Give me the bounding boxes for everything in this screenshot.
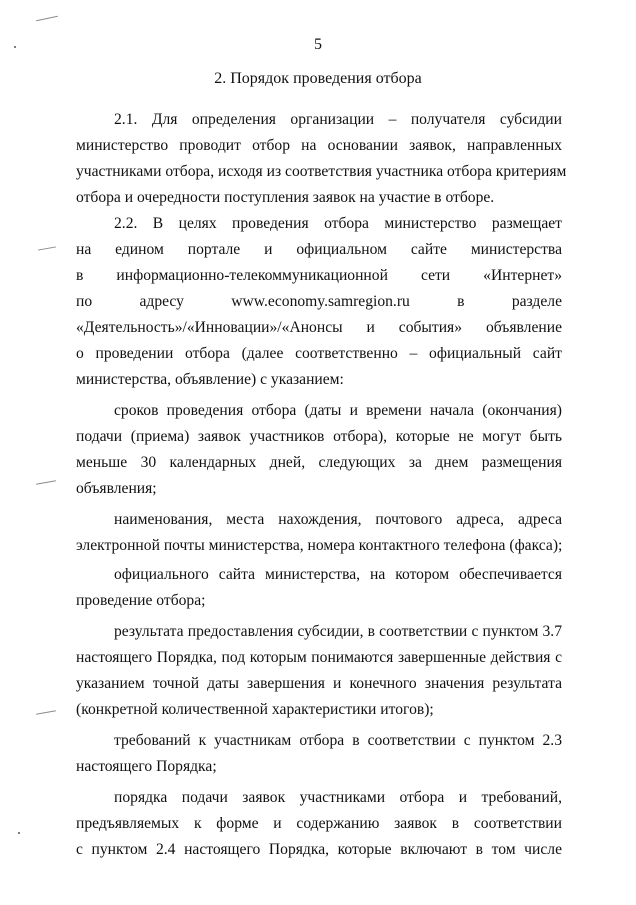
paragraph-line: результата предоставления субсидии, в соответствии с пунктом 3.7 (114, 623, 562, 640)
paragraph-line: порядка подачи заявок участниками отбора и требований, (114, 789, 562, 806)
paragraph-line: «Деятельность»/«Инновации»/«Анонсы и события» объявление (76, 319, 562, 336)
scan-mark (38, 246, 56, 250)
paragraph-line: подачи (приема) заявок участников отбора), которые не могут быть (76, 428, 562, 445)
section-title: 2. Порядок проведения отбора (214, 70, 422, 87)
scan-mark (36, 480, 56, 484)
paragraph-line: по адресу www.economy.samregion.ru в разделе (76, 293, 562, 310)
paragraph-line: министерства, объявление) с указанием: (76, 371, 344, 388)
paragraph-line: 2.1. Для определения организации – получателя субсидии (114, 111, 562, 128)
scan-mark (36, 16, 58, 22)
paragraph-line: с пунктом 2.4 настоящего Порядка, которые включают в том числе (76, 841, 562, 858)
paragraph-line: официального сайта министерства, на котором обеспечивается (114, 566, 562, 583)
scan-mark (36, 710, 56, 714)
paragraph-line: (конкретной количественной характеристики итогов); (76, 701, 434, 718)
paragraph-line: министерство проводит отбор на основании заявок, направленных (76, 137, 562, 154)
paragraph-line: указанием точной даты завершения и конечного значения результата (76, 675, 562, 692)
document-body (76, 107, 567, 863)
paragraph-line: в информационно-телекоммуникационной сети «Интернет» (76, 267, 562, 284)
paragraph-line: проведение отбора; (76, 592, 206, 609)
paragraph-line: 2.2. В целях проведения отбора министерство размещает (114, 215, 562, 232)
paragraph-line: электронной почты министерства, номера контактного телефона (факса); (76, 537, 563, 554)
paragraph-line: участниками отбора, исходя из соответствия участника отбора критериям (76, 163, 567, 180)
paragraph-line: требований к участникам отбора в соответствии с пунктом 2.3 (114, 732, 562, 749)
paragraph-line: сроков проведения отбора (даты и времени начала (окончания) (114, 402, 562, 419)
paragraph-line: настоящего Порядка, под которым понимаются завершенные действия с (76, 649, 562, 666)
paragraph-line: предъявляемых к форме и содержанию заявок в соответствии (76, 815, 562, 832)
paragraph-line: наименования, места нахождения, почтового адреса, адреса (114, 511, 562, 528)
scan-dot (18, 832, 20, 834)
paragraph-line: на едином портале и официальном сайте министерства (76, 241, 562, 258)
paragraph-line: отбора и очередности поступления заявок на участие в отборе. (76, 189, 495, 206)
paragraph-line: о проведении отбора (далее соответственно – официальный сайт (76, 345, 562, 362)
paragraph-line: настоящего Порядка; (76, 758, 217, 775)
paragraph-line: объявления; (76, 480, 157, 497)
page-number: 5 (314, 36, 322, 53)
paragraph-line: меньше 30 календарных дней, следующих за днем размещения (76, 454, 562, 471)
